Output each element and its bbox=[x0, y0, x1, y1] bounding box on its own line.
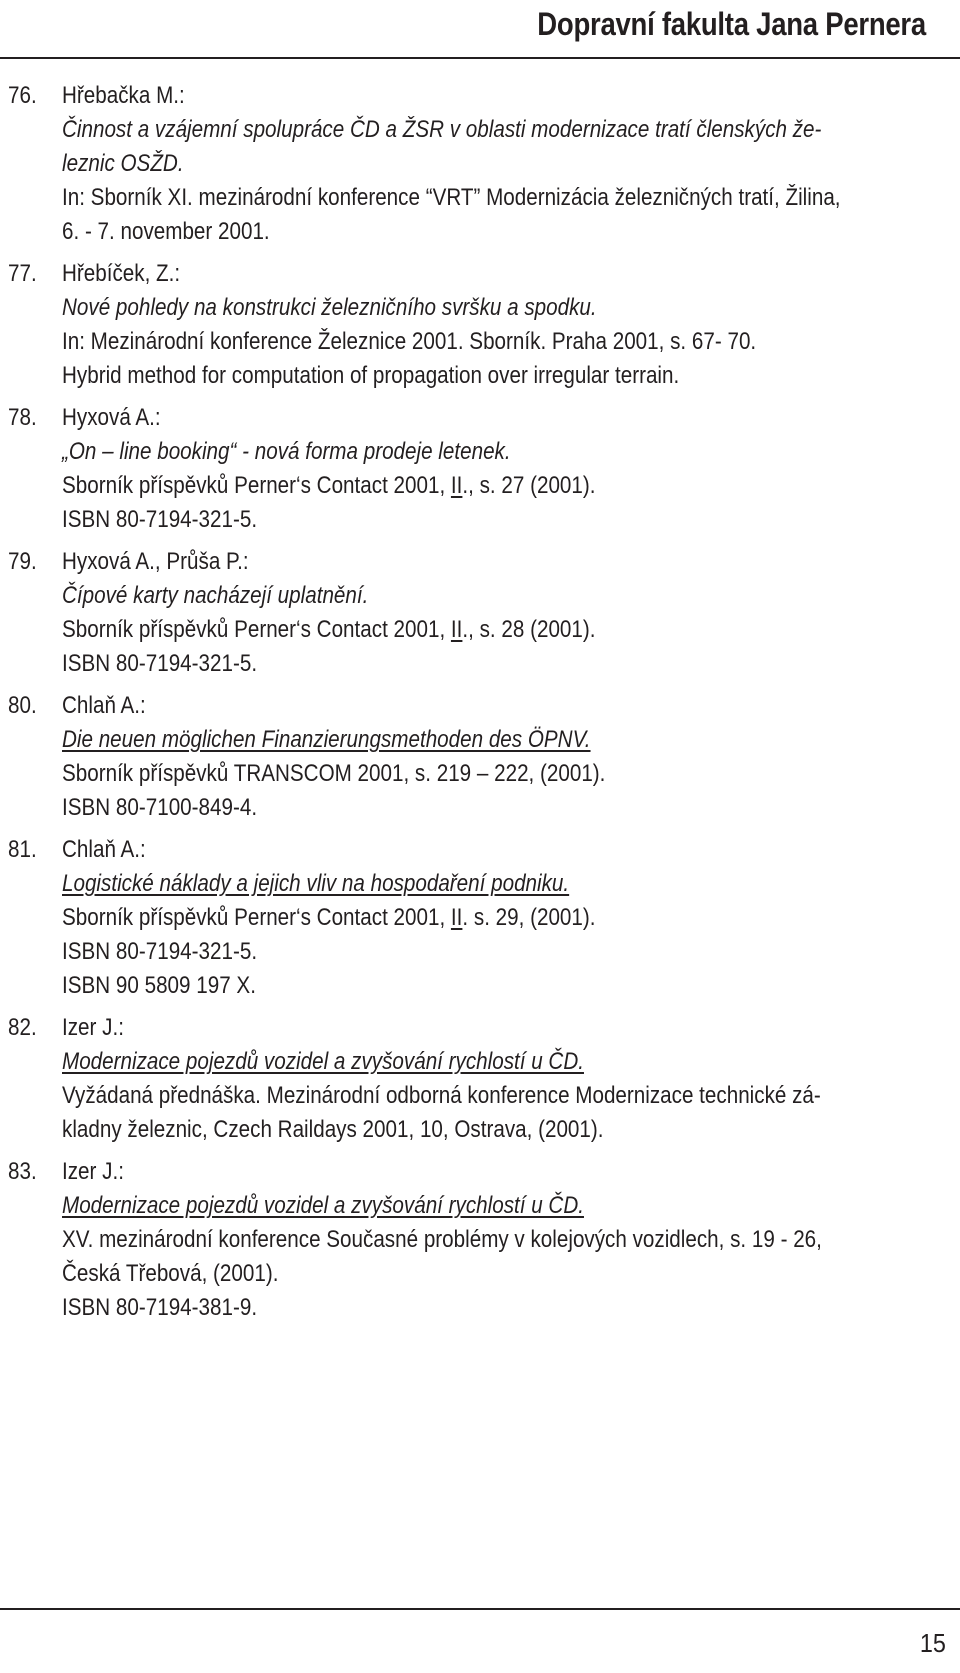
entry-title-line bbox=[0, 1045, 960, 1079]
entry-citation-line bbox=[0, 613, 960, 647]
entry-number: 77. bbox=[8, 260, 37, 287]
entry-heading bbox=[0, 545, 960, 579]
entry-heading bbox=[0, 689, 960, 723]
entry-citation-line bbox=[0, 215, 960, 249]
line-text bbox=[62, 901, 595, 935]
entry-citation-line bbox=[0, 969, 960, 1003]
line-text: Vyžádaná přednáška. Mezinárodní odborná konference Modernizace technické zá- bbox=[62, 1082, 821, 1109]
bibliography-entry bbox=[0, 79, 960, 249]
line-text: Česká Třebová, (2001). bbox=[62, 1260, 279, 1287]
bibliography-entry bbox=[0, 833, 960, 1003]
line-text: XV. mezinárodní konference Současné problémy v kolejových vozidlech, s. 19 - 26, bbox=[62, 1226, 822, 1253]
entry-author: Izer J.: bbox=[62, 1158, 124, 1185]
line-text: ISBN 80-7194-321-5. bbox=[62, 938, 258, 965]
entry-author: Hřebačka M.: bbox=[62, 82, 185, 109]
footer-rule bbox=[0, 1608, 960, 1610]
entry-author: Hřebíček, Z.: bbox=[62, 260, 181, 287]
entry-citation-line bbox=[0, 1113, 960, 1147]
entry-heading bbox=[0, 401, 960, 435]
line-text-after: ., s. 27 (2001). bbox=[462, 472, 596, 499]
entry-title-line bbox=[0, 867, 960, 901]
entry-number: 82. bbox=[8, 1014, 37, 1041]
entry-heading bbox=[0, 1011, 960, 1045]
line-text: ISBN 80-7194-381-9. bbox=[62, 1294, 258, 1321]
entry-heading bbox=[0, 833, 960, 867]
entry-number: 79. bbox=[8, 548, 37, 575]
entry-number: 78. bbox=[8, 404, 37, 431]
bibliography-entry bbox=[0, 545, 960, 681]
line-text: 6. - 7. november 2001. bbox=[62, 218, 270, 245]
entry-author: Izer J.: bbox=[62, 1014, 124, 1041]
entry-citation-line bbox=[0, 181, 960, 215]
entry-citation-line bbox=[0, 757, 960, 791]
line-text: Sborník příspěvků TRANSCOM 2001, s. 219 – 222, (2001). bbox=[62, 760, 606, 787]
entry-number: 83. bbox=[8, 1158, 37, 1185]
entry-title-line bbox=[0, 291, 960, 325]
entry-citation-line bbox=[0, 359, 960, 393]
entry-title-line bbox=[0, 579, 960, 613]
bibliography-entry bbox=[0, 401, 960, 537]
line-text-before: Sborník příspěvků Perner‘s Contact 2001, bbox=[62, 472, 451, 499]
entry-author: Chlaň A.: bbox=[62, 692, 146, 719]
line-text: ISBN 80-7100-849-4. bbox=[62, 794, 258, 821]
entry-author: Chlaň A.: bbox=[62, 836, 146, 863]
line-text: Čípové karty nacházejí uplatnění. bbox=[62, 582, 369, 609]
line-text: leznic OSŽD. bbox=[62, 150, 184, 177]
entry-title-line bbox=[0, 113, 960, 147]
entry-citation-line bbox=[0, 1079, 960, 1113]
entry-title-line bbox=[0, 1189, 960, 1223]
bibliography-entry bbox=[0, 689, 960, 825]
line-text-before: Sborník příspěvků Perner‘s Contact 2001, bbox=[62, 904, 451, 931]
page-number: 15 bbox=[919, 1628, 946, 1658]
page-header bbox=[0, 0, 960, 58]
entry-title-line bbox=[0, 723, 960, 757]
line-text: ISBN 90 5809 197 X. bbox=[62, 972, 256, 999]
line-text bbox=[62, 613, 595, 647]
bibliography-entry bbox=[0, 1155, 960, 1325]
entry-author: Hyxová A.: bbox=[62, 404, 161, 431]
volume-number: II bbox=[450, 904, 463, 931]
line-text-before: Sborník příspěvků Perner‘s Contact 2001, bbox=[62, 616, 451, 643]
line-text-after: . s. 29, (2001). bbox=[462, 904, 596, 931]
entry-citation-line bbox=[0, 647, 960, 681]
entry-heading bbox=[0, 257, 960, 291]
entry-heading bbox=[0, 1155, 960, 1189]
line-text: Die neuen möglichen Finanzierungsmethoden des ÖPNV. bbox=[62, 726, 591, 753]
entry-citation-line bbox=[0, 1223, 960, 1257]
entry-title-line bbox=[0, 147, 960, 181]
line-text: In: Mezinárodní konference Železnice 2001. Sborník. Praha 2001, s. 67- 70. bbox=[62, 328, 757, 355]
bibliography-list bbox=[0, 79, 960, 1333]
volume-number: II bbox=[450, 616, 463, 643]
line-text: Nové pohledy na konstrukci železničního svršku a spodku. bbox=[62, 294, 597, 321]
page-title: Dopravní fakulta Jana Pernera bbox=[537, 6, 926, 42]
line-text: ISBN 80-7194-321-5. bbox=[62, 506, 258, 533]
line-text bbox=[62, 469, 595, 503]
entry-number: 80. bbox=[8, 692, 37, 719]
line-text: Činnost a vzájemní spolupráce ČD a ŽSR v oblasti modernizace tratí členských že- bbox=[62, 116, 822, 143]
line-text-after: ., s. 28 (2001). bbox=[462, 616, 596, 643]
line-text: Modernizace pojezdů vozidel a zvyšování rychlostí u ČD. bbox=[62, 1192, 584, 1219]
line-text: Hybrid method for computation of propagation over irregular terrain. bbox=[62, 362, 680, 389]
entry-title-line bbox=[0, 435, 960, 469]
entry-number: 81. bbox=[8, 836, 37, 863]
header-rule bbox=[0, 57, 960, 59]
bibliography-entry bbox=[0, 1011, 960, 1147]
line-text: Modernizace pojezdů vozidel a zvyšování rychlostí u ČD. bbox=[62, 1048, 584, 1075]
entry-citation-line bbox=[0, 791, 960, 825]
entry-citation-line bbox=[0, 469, 960, 503]
entry-citation-line bbox=[0, 1291, 960, 1325]
bibliography-entry bbox=[0, 257, 960, 393]
line-text: ISBN 80-7194-321-5. bbox=[62, 650, 258, 677]
entry-author: Hyxová A., Průša P.: bbox=[62, 548, 249, 575]
line-text: „On – line booking“ - nová forma prodeje letenek. bbox=[62, 438, 511, 465]
line-text: Logistické náklady a jejich vliv na hospodaření podniku. bbox=[62, 870, 570, 897]
entry-citation-line bbox=[0, 503, 960, 537]
entry-citation-line bbox=[0, 1257, 960, 1291]
entry-heading bbox=[0, 79, 960, 113]
entry-citation-line bbox=[0, 901, 960, 935]
volume-number: II bbox=[450, 472, 463, 499]
line-text: In: Sborník XI. mezinárodní konference “VRT” Modernizácia železničných tratí, Žilina, bbox=[62, 184, 841, 211]
entry-citation-line bbox=[0, 325, 960, 359]
entry-citation-line bbox=[0, 935, 960, 969]
line-text: kladny železnic, Czech Raildays 2001, 10, Ostrava, (2001). bbox=[62, 1116, 604, 1143]
entry-number: 76. bbox=[8, 82, 37, 109]
